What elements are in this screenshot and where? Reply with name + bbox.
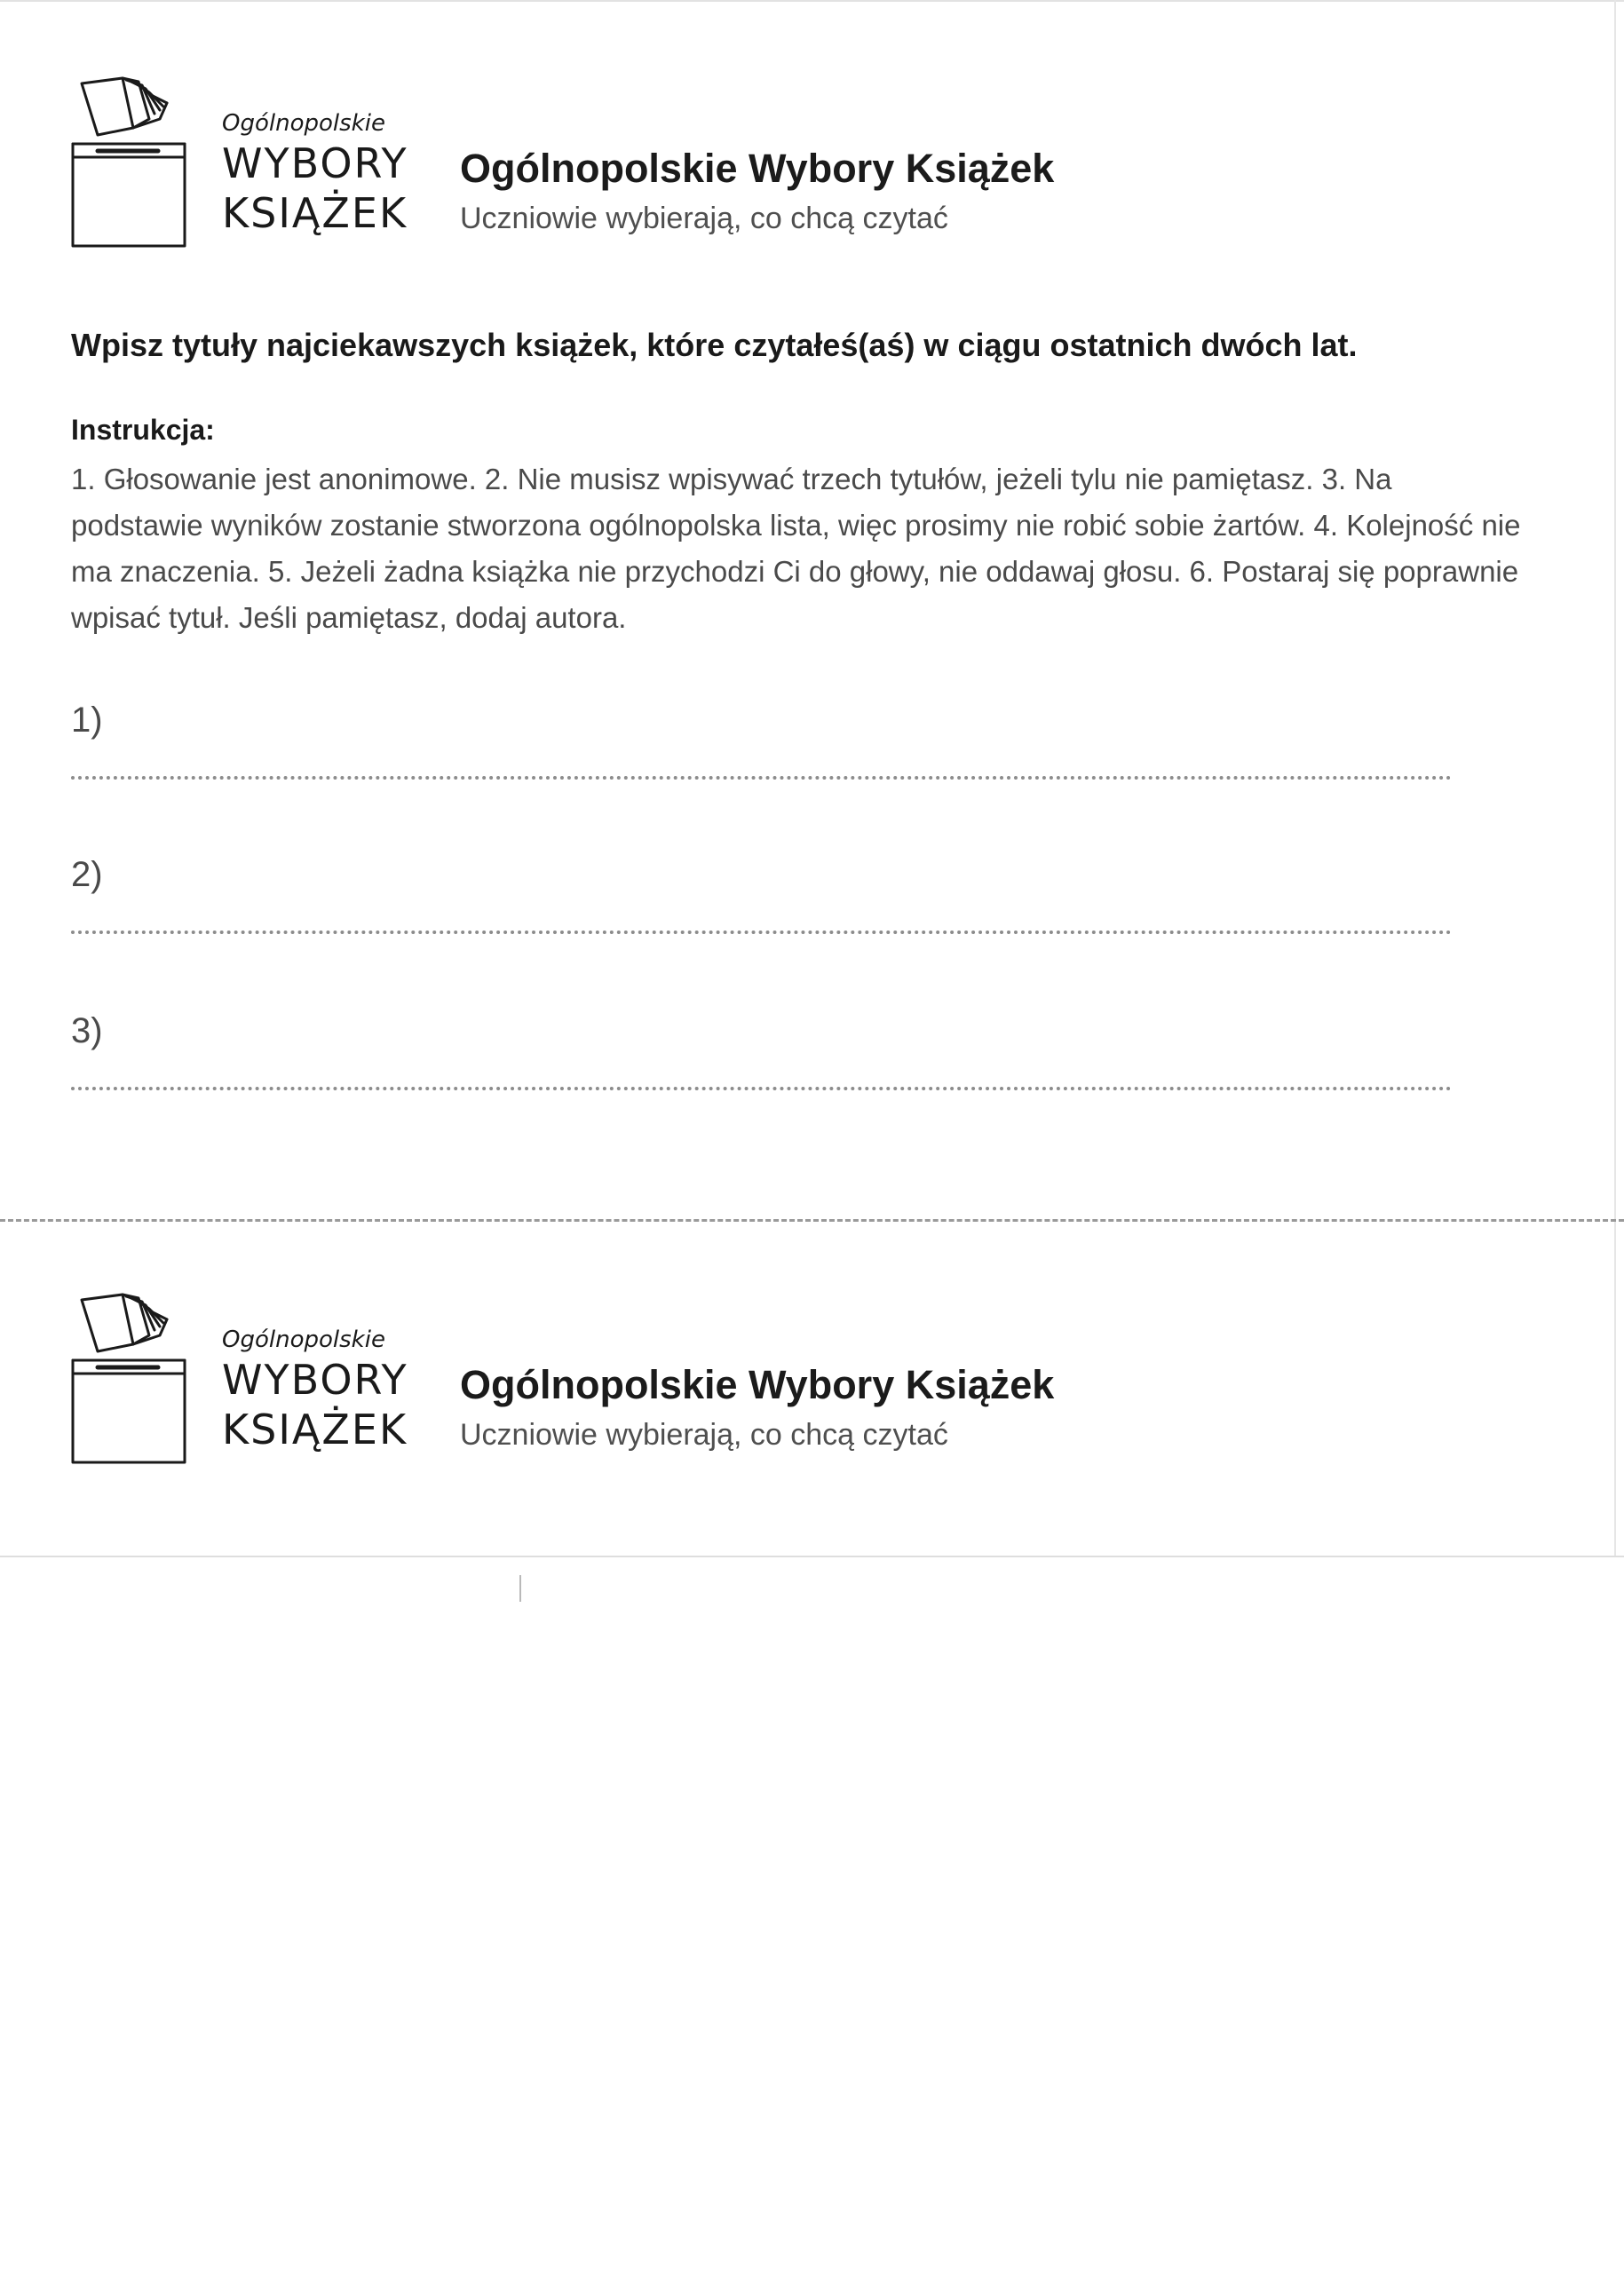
- cut-line-divider: [0, 1219, 1624, 1222]
- logo-line-1: WYBORY: [222, 1356, 408, 1404]
- instructions-text: 1. Głosowanie jest anonimowe. 2. Nie musisz wpisywać trzech tytułów, jeżeli tylu nie pamiętasz. 3. Na podstawie wyników zostanie stworzona ogólnopolska lista, więc prosimy nie robić sobie żartów. 4. Kolejność nie ma znaczenia. 5. Jeżeli żadna książka nie przychodzi Ci do głowy, nie oddawaj głosu. 6. Postaraj się poprawnie wpisać tytuł. Jeśli pamiętasz, dodaj autora.: [71, 463, 1521, 634]
- answer-number: 1): [71, 701, 103, 740]
- answer-field-3[interactable]: [71, 1009, 1452, 1090]
- ballot-box-books-icon: [71, 73, 191, 250]
- page-bottom-edge: [0, 1556, 1624, 1557]
- title-block: [460, 1360, 1054, 1456]
- ballot-box-books-icon: [71, 1289, 191, 1467]
- page-title: Ogólnopolskie Wybory Książek: [460, 146, 1055, 191]
- answer-dotted-line[interactable]: [71, 931, 1452, 934]
- page-right-edge: [1614, 0, 1616, 1556]
- page-subtitle: Uczniowie wybierają, co chcą czytać: [460, 1418, 948, 1452]
- logo-line-2: KSIĄŻEK: [222, 1406, 408, 1453]
- top-border: [0, 0, 1624, 2]
- header-bottom: [71, 1289, 1137, 1476]
- logo-line-1: WYBORY: [222, 139, 408, 187]
- answer-field-1[interactable]: [71, 698, 1452, 780]
- logo-wordmark: [222, 108, 408, 238]
- logo-wordmark: [222, 1325, 408, 1454]
- logo-small-text: Ogólnopolskie: [222, 1327, 385, 1353]
- instructions-heading: Instrukcja:: [71, 414, 215, 446]
- answer-dotted-line[interactable]: [71, 1087, 1452, 1090]
- title-block: [460, 144, 1054, 240]
- header-top: [71, 73, 1137, 259]
- answer-dotted-line[interactable]: [71, 776, 1452, 780]
- page-subtitle: Uczniowie wybierają, co chcą czytać: [460, 202, 948, 235]
- logo-line-2: KSIĄŻEK: [222, 189, 408, 237]
- page-title: Ogólnopolskie Wybory Książek: [460, 1362, 1055, 1407]
- answer-number: 2): [71, 855, 103, 894]
- text-cursor: [519, 1575, 521, 1602]
- answer-field-2[interactable]: [71, 852, 1452, 934]
- logo-small-text: Ogólnopolskie: [222, 110, 385, 137]
- answer-number: 3): [71, 1011, 103, 1050]
- form-question: Wpisz tytuły najciekawszych książek, które czytałeś(aś) w ciągu ostatnich dwóch lat.: [71, 327, 1358, 363]
